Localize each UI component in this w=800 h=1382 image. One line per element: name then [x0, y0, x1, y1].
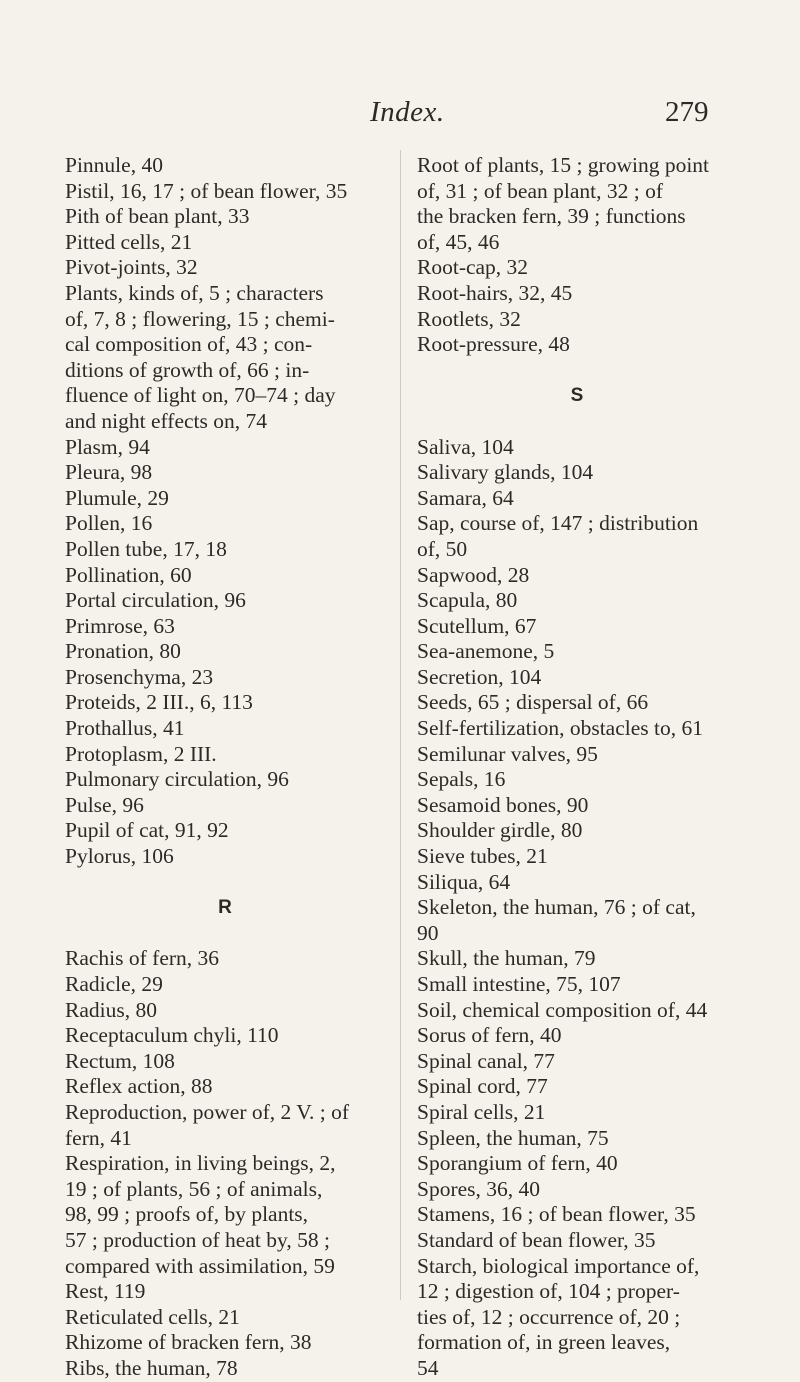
- index-entry-line: Soil, chemical composition of, 44: [417, 997, 708, 1022]
- index-entry-line: Sepals, 16: [417, 767, 506, 792]
- index-entry-line: Prothallus, 41: [65, 716, 185, 741]
- index-entry-line: 98, 99 ; proofs of, by plants,: [65, 1202, 309, 1227]
- running-title: Index.: [370, 96, 445, 128]
- index-entry-line: Proteids, 2 III., 6, 113: [65, 690, 253, 715]
- index-entry: [65, 1023, 385, 1049]
- index-entry-line: Semilunar valves, 95: [417, 741, 598, 766]
- index-entry-line: Rootlets, 32: [417, 306, 521, 331]
- index-entry-line: Skeleton, the human, 76 ; of cat,: [417, 895, 696, 920]
- index-entry: [65, 742, 385, 768]
- index-entry-line: Ribs, the human, 78: [65, 1355, 238, 1380]
- index-entry-line: Receptaculum chyli, 110: [65, 1023, 279, 1048]
- index-entry: [65, 844, 385, 870]
- index-entry: [65, 486, 385, 512]
- index-entry: [65, 153, 385, 179]
- index-entry: [417, 588, 737, 614]
- index-entry-line: Respiration, in living beings, 2,: [65, 1151, 336, 1176]
- index-entry: [65, 460, 385, 486]
- index-entry: [417, 1151, 737, 1177]
- index-entry-line: Sap, course of, 147 ; distribution: [417, 511, 699, 536]
- index-entry: [417, 1254, 737, 1382]
- index-entry-line: Reflex action, 88: [65, 1074, 213, 1099]
- index-entry-line: and night effects on, 74: [65, 408, 268, 433]
- index-entry: [417, 972, 737, 998]
- index-entry: [65, 255, 385, 281]
- index-entry: [65, 537, 385, 563]
- index-entry-line: Radicle, 29: [65, 972, 163, 996]
- index-entry-line: Standard of bean flower, 35: [417, 1227, 656, 1252]
- index-entry: [417, 639, 737, 665]
- index-entry-line: 19 ; of plants, 56 ; of animals,: [65, 1176, 323, 1201]
- index-entry: [65, 204, 385, 230]
- index-entry: [65, 230, 385, 256]
- index-entry-line: Root-pressure, 48: [417, 332, 570, 357]
- index-entry-line: Plasm, 94: [65, 434, 150, 459]
- index-entry: [65, 665, 385, 691]
- index-entry: [65, 1100, 385, 1151]
- index-entry: [417, 1202, 737, 1228]
- index-entry-line: Spinal canal, 77: [417, 1048, 555, 1073]
- index-entry: [65, 588, 385, 614]
- index-column-left: [65, 153, 385, 1382]
- index-entry: [417, 614, 737, 640]
- index-entry: [65, 563, 385, 589]
- index-entry: [65, 793, 385, 819]
- index-entry: [65, 690, 385, 716]
- index-entry: [417, 486, 737, 512]
- index-entry-line: Small intestine, 75, 107: [417, 972, 621, 996]
- index-entry: [417, 998, 737, 1024]
- index-entry: [417, 1023, 737, 1049]
- index-entry-line: Skull, the human, 79: [417, 946, 596, 971]
- index-entry-line: Sesamoid bones, 90: [417, 792, 589, 817]
- index-entry: [417, 1228, 737, 1254]
- index-entry-line: formation of, in green leaves,: [417, 1330, 671, 1355]
- index-entry-line: Saliva, 104: [417, 434, 514, 459]
- index-entry-line: Rectum, 108: [65, 1048, 175, 1073]
- index-entry-line: Pinnule, 40: [65, 153, 163, 177]
- index-entry-line: Sapwood, 28: [417, 562, 530, 587]
- index-entry-line: Salivary glands, 104: [417, 460, 594, 485]
- index-entry: [417, 1074, 737, 1100]
- index-entry: [417, 870, 737, 896]
- index-entry: [417, 435, 737, 461]
- index-entry: [65, 767, 385, 793]
- index-entry: [65, 1151, 385, 1279]
- index-entry-line: Spinal cord, 77: [417, 1074, 548, 1099]
- index-entry: [65, 716, 385, 742]
- index-entry-line: compared with assimilation, 59: [65, 1253, 335, 1278]
- index-entry-line: Rest, 119: [65, 1279, 146, 1304]
- index-entry-line: Plants, kinds of, 5 ; characters: [65, 280, 324, 305]
- index-entry-line: ties of, 12 ; occurrence of, 20 ;: [417, 1304, 681, 1329]
- index-entry-line: Pith of bean plant, 33: [65, 204, 250, 229]
- index-entry-line: cal composition of, 43 ; con-: [65, 332, 313, 357]
- index-entry-line: Root-cap, 32: [417, 255, 529, 280]
- index-entry: [417, 563, 737, 589]
- index-entry-line: Seeds, 65 ; dispersal of, 66: [417, 690, 649, 715]
- index-column-right: [417, 153, 737, 1382]
- index-entry-line: Sporangium of fern, 40: [417, 1151, 618, 1176]
- index-entry-line: Pitted cells, 21: [65, 229, 193, 254]
- index-entry-line: Pollen tube, 17, 18: [65, 536, 227, 561]
- index-entry-line: 12 ; digestion of, 104 ; proper-: [417, 1279, 680, 1304]
- index-entry: [65, 614, 385, 640]
- page-header: [0, 96, 800, 136]
- index-entry-line: Reproduction, power of, 2 V. ; of: [65, 1099, 350, 1124]
- index-entry-line: Protoplasm, 2 III.: [65, 741, 217, 766]
- index-entry: [417, 742, 737, 768]
- index-entry: [65, 179, 385, 205]
- index-entry: [65, 1279, 385, 1305]
- index-entry: [417, 460, 737, 486]
- index-entry: [65, 998, 385, 1024]
- index-entry-line: Samara, 64: [417, 485, 514, 510]
- index-entry-line: Pronation, 80: [65, 639, 181, 664]
- index-entry-line: Sea-anemone, 5: [417, 639, 555, 664]
- index-entry-line: Plumule, 29: [65, 485, 169, 510]
- index-entry-line: of, 50: [417, 536, 468, 561]
- index-entry: [417, 844, 737, 870]
- index-entry: [417, 1177, 737, 1203]
- index-entry: [417, 1100, 737, 1126]
- index-entry: [417, 332, 737, 358]
- index-entry: [417, 895, 737, 946]
- index-entry: [65, 1049, 385, 1075]
- index-entry-line: 54: [417, 1355, 439, 1380]
- index-entry-line: Scapula, 80: [417, 588, 518, 613]
- column-divider: [400, 150, 401, 1300]
- index-entry: [65, 511, 385, 537]
- index-entry-line: Pulmonary circulation, 96: [65, 767, 289, 792]
- index-entry-line: Pleura, 98: [65, 460, 153, 485]
- index-entry-line: Starch, biological importance of,: [417, 1253, 700, 1278]
- index-entry: [417, 665, 737, 691]
- index-entry-line: Pivot-joints, 32: [65, 255, 198, 280]
- index-entry: [65, 972, 385, 998]
- index-entry: [65, 281, 385, 435]
- index-entry: [417, 153, 737, 255]
- index-entry-line: Reticulated cells, 21: [65, 1304, 240, 1329]
- index-entry: [417, 767, 737, 793]
- index-entry: [417, 690, 737, 716]
- index-entry: [417, 255, 737, 281]
- index-entry-line: Portal circulation, 96: [65, 588, 246, 613]
- index-entry-line: fern, 41: [65, 1125, 132, 1150]
- index-entry: [65, 435, 385, 461]
- letter-heading: R: [218, 897, 232, 919]
- index-entry: [417, 946, 737, 972]
- index-entry-line: Self-fertilization, obstacles to, 61: [417, 716, 703, 741]
- index-entry-line: Prosenchyma, 23: [65, 664, 214, 689]
- index-entry-line: the bracken fern, 39 ; functions: [417, 204, 686, 229]
- index-entry: [65, 946, 385, 972]
- index-entry: [417, 1049, 737, 1075]
- index-entry: [417, 716, 737, 742]
- index-entry-line: Pollination, 60: [65, 562, 192, 587]
- index-entry-line: 57 ; production of heat by, 58 ;: [65, 1227, 330, 1252]
- index-entry: [65, 818, 385, 844]
- index-entry: [65, 1330, 385, 1356]
- index-entry-line: Root-hairs, 32, 45: [417, 280, 573, 305]
- index-entry: [417, 511, 737, 562]
- index-entry-line: of, 31 ; of bean plant, 32 ; of: [417, 178, 664, 203]
- index-entry-line: Siliqua, 64: [417, 869, 511, 894]
- index-entry-line: Spores, 36, 40: [417, 1176, 541, 1201]
- index-entry-line: Pupil of cat, 91, 92: [65, 818, 229, 843]
- index-entry-line: of, 45, 46: [417, 229, 500, 254]
- index-entry-line: ditions of growth of, 66 ; in-: [65, 357, 310, 382]
- index-entry-line: Sieve tubes, 21: [417, 844, 548, 869]
- index-entry-line: Spleen, the human, 75: [417, 1125, 609, 1150]
- index-entry-line: Pylorus, 106: [65, 844, 174, 869]
- index-entry-line: Radius, 80: [65, 997, 157, 1022]
- index-entry-line: Scutellum, 67: [417, 613, 537, 638]
- index-entry: [417, 1126, 737, 1152]
- page-number: 279: [665, 96, 709, 128]
- index-entry-line: Shoulder girdle, 80: [417, 818, 583, 843]
- index-entry: [65, 639, 385, 665]
- index-entry-line: Sorus of fern, 40: [417, 1023, 562, 1048]
- index-entry-line: fluence of light on, 70–74 ; day: [65, 383, 336, 408]
- index-entry: [65, 1356, 385, 1382]
- letter-heading: S: [570, 385, 584, 407]
- index-entry-line: Rhizome of bracken fern, 38: [65, 1330, 312, 1355]
- index-entry: [417, 793, 737, 819]
- index-entry-line: Pistil, 16, 17 ; of bean flower, 35: [65, 178, 348, 203]
- index-entry: [65, 1305, 385, 1331]
- index-entry-line: Secretion, 104: [417, 664, 542, 689]
- index-entry-line: Spiral cells, 21: [417, 1099, 546, 1124]
- index-entry: [417, 281, 737, 307]
- index-entry-line: of, 7, 8 ; flowering, 15 ; chemi-: [65, 306, 335, 331]
- index-entry: [417, 307, 737, 333]
- index-entry-line: Pulse, 96: [65, 792, 144, 817]
- index-entry-line: Rachis of fern, 36: [65, 946, 220, 971]
- index-entry-line: Stamens, 16 ; of bean flower, 35: [417, 1202, 696, 1227]
- index-entry-line: 90: [417, 920, 439, 945]
- index-entry: [417, 818, 737, 844]
- index-entry-line: Primrose, 63: [65, 613, 175, 638]
- index-entry-line: Root of plants, 15 ; growing point: [417, 153, 710, 177]
- index-entry: [65, 1074, 385, 1100]
- index-entry-line: Pollen, 16: [65, 511, 153, 536]
